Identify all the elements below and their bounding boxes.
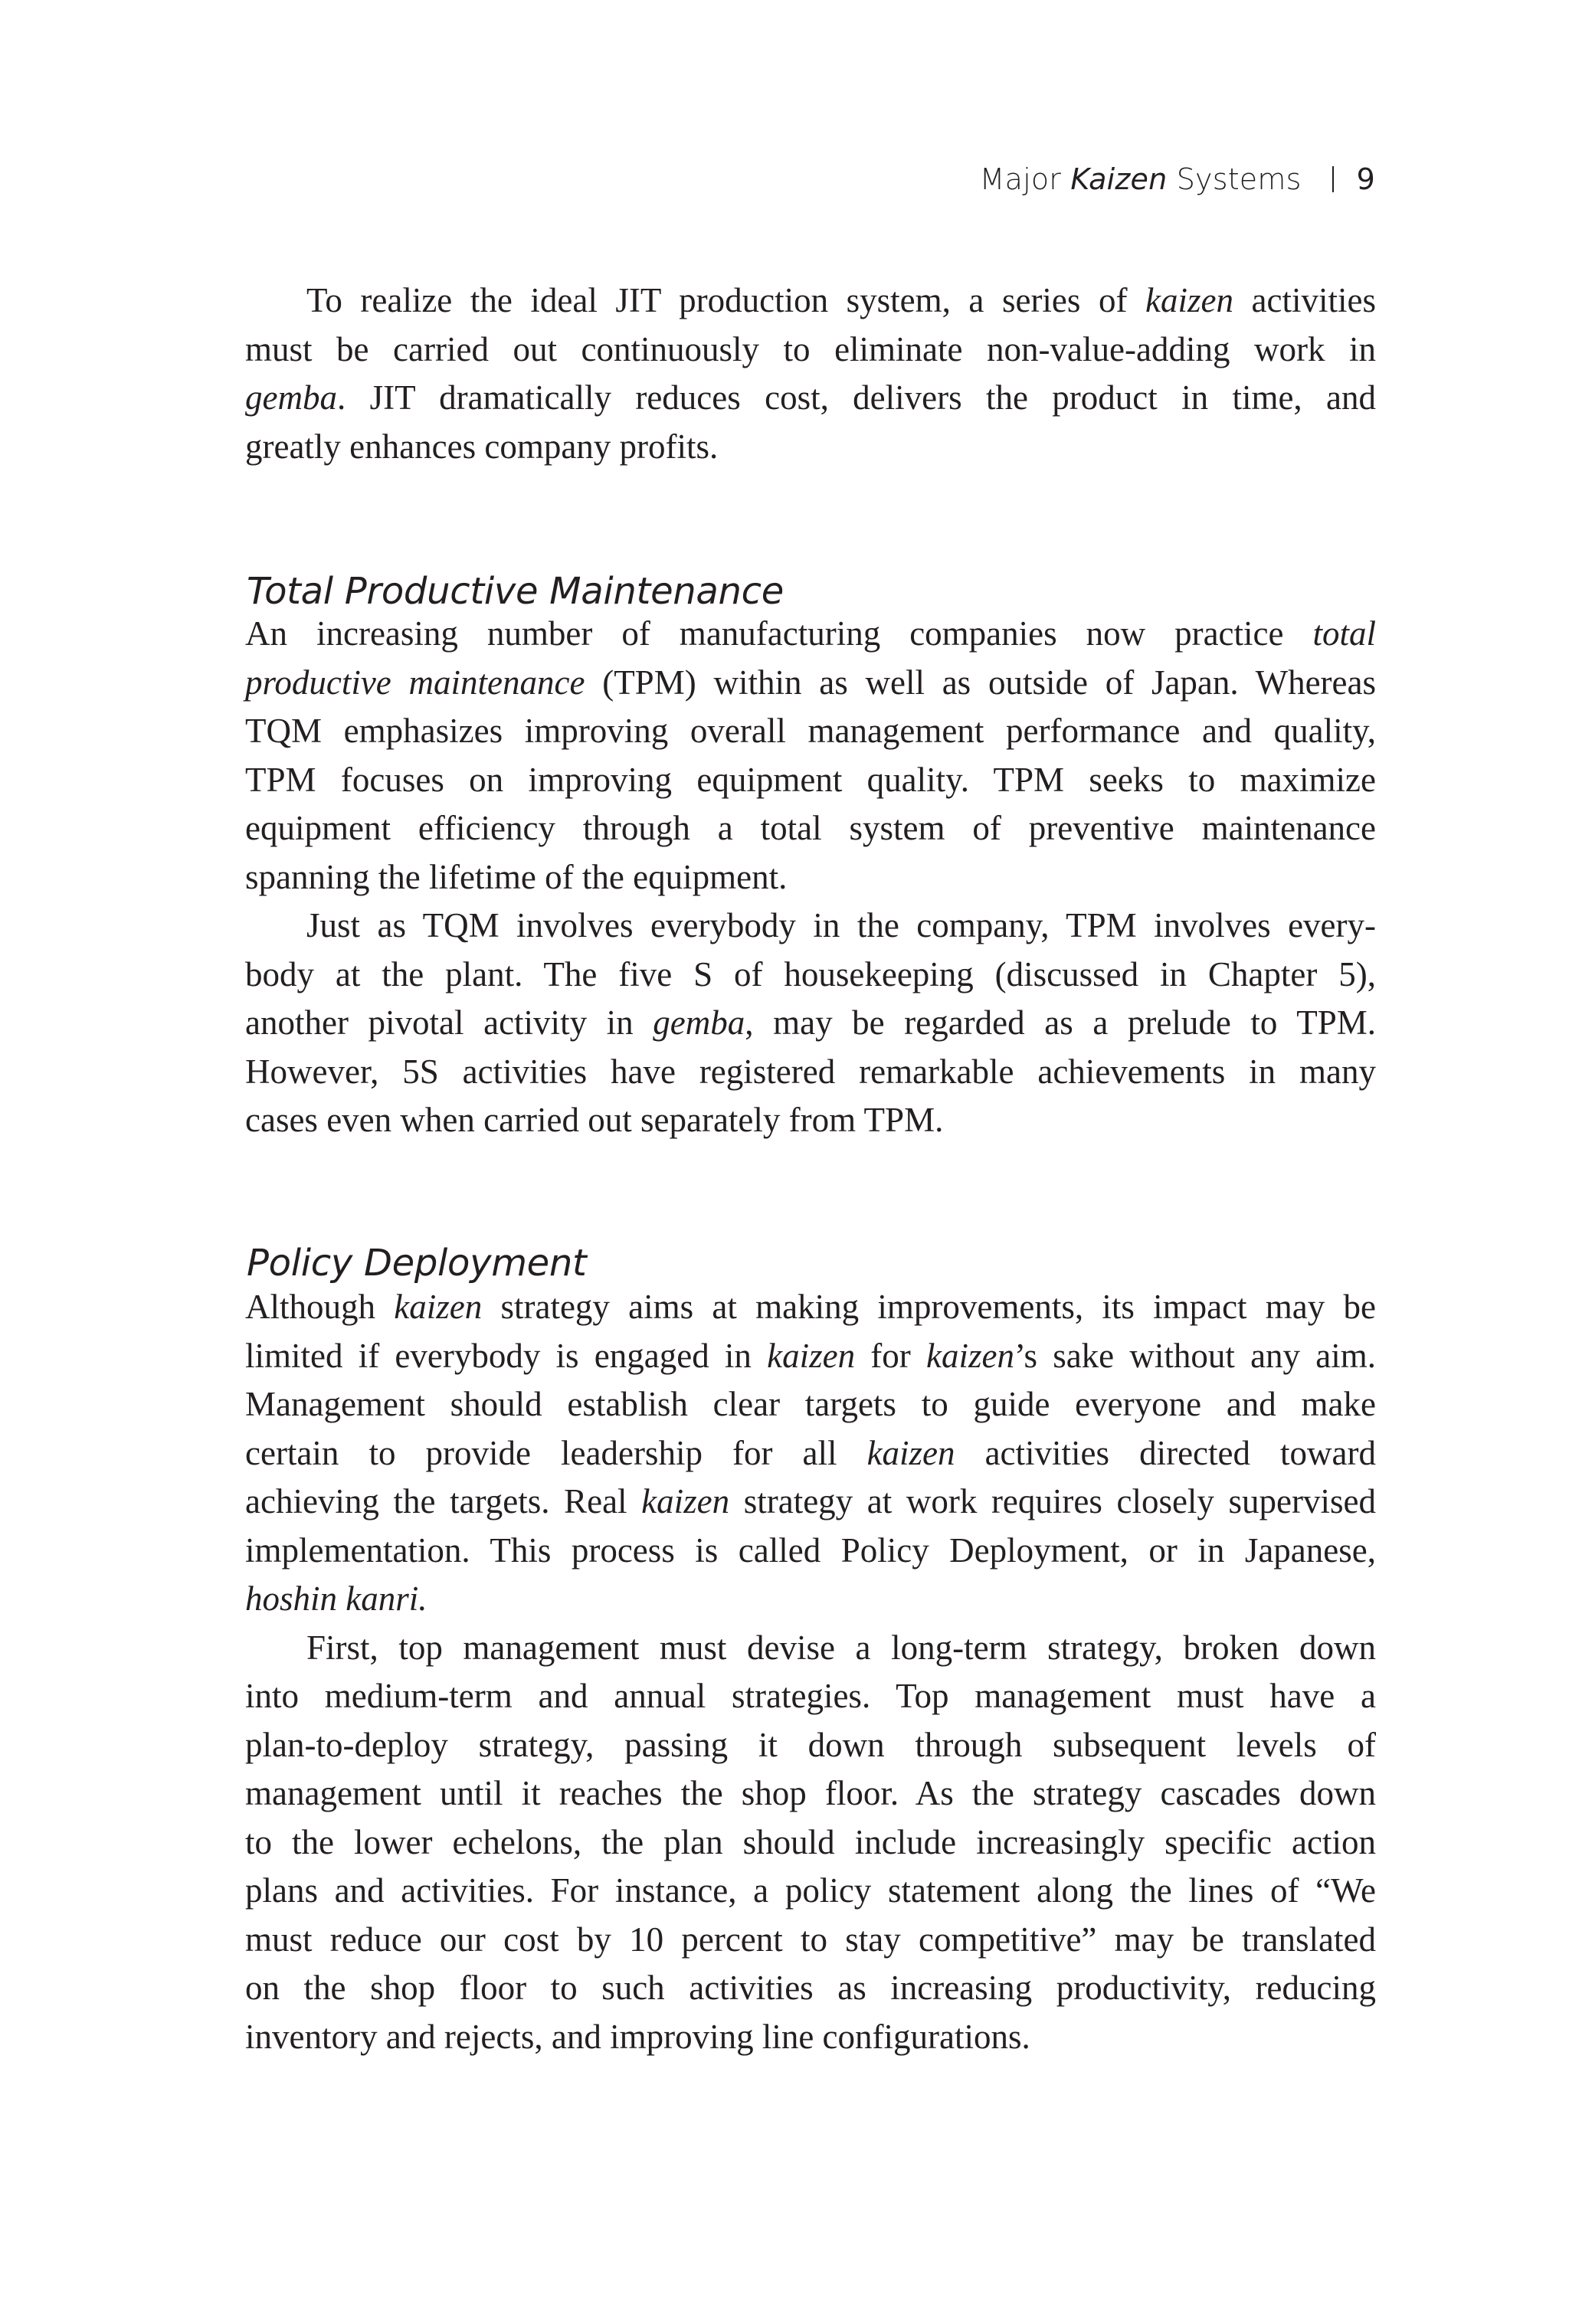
running-head (980, 162, 1375, 196)
text-run: body at the plant. The five S of housekeeping (discussed in Chapter 5), (245, 954, 1376, 993)
text-run: strategy aims at making improvements, its impact may be (482, 1288, 1376, 1326)
text-run: plans and activities. For instance, a policy statement along the lines of “We (245, 1871, 1376, 1910)
text-line (245, 277, 1376, 326)
text-line (245, 1867, 1376, 1916)
text-run: cases even when carried out separately from TPM. (245, 1101, 944, 1139)
text-run: inventory and rejects, and improving line configurations. (245, 2017, 1030, 2056)
text-line (245, 374, 1376, 423)
italic-text: total (1312, 614, 1376, 653)
text-line (245, 610, 1376, 659)
text-line (245, 1916, 1376, 1965)
running-head-title-suffix: Systems (1167, 162, 1302, 196)
text-run: to the lower echelons, the plan should include increasingly specific action (245, 1822, 1376, 1861)
text-line (245, 1380, 1376, 1429)
text-run: Just as TQM involves everybody in the company, TPM involves every- (306, 906, 1376, 944)
text-run: To realize the ideal JIT production system, a series of (306, 281, 1146, 319)
text-line (245, 951, 1376, 1000)
text-line (245, 2013, 1376, 2062)
running-head-title-italic: Kaizen (1070, 162, 1168, 196)
text-run: activities (1233, 281, 1376, 319)
section-intro-body (245, 277, 1376, 471)
text-line (245, 902, 1376, 951)
italic-text: kaizen (866, 1433, 955, 1472)
italic-text: kaizen (1145, 281, 1233, 319)
text-run: Management should establish clear targets to guide everyone and make (245, 1385, 1376, 1423)
text-line (245, 1527, 1376, 1576)
paragraph (245, 610, 1376, 902)
italic-text: kaizen (926, 1336, 1014, 1375)
text-run: certain to provide leadership for all (245, 1433, 867, 1472)
text-line (245, 1048, 1376, 1097)
text-run: . JIT dramatically reduces cost, delivers the product in time, and (336, 378, 1376, 417)
text-line (245, 756, 1376, 805)
text-run: equipment efficiency through a total system of preventive maintenance (245, 809, 1376, 847)
italic-text: gemba (653, 1003, 745, 1042)
text-run: ’s sake without any aim. (1014, 1336, 1376, 1375)
text-run: greatly enhances company profits. (245, 427, 719, 466)
text-run: TQM emphasizes improving overall management performance and quality, (245, 712, 1376, 750)
section-policy-deployment-body (245, 1283, 1376, 2061)
italic-text: hoshin kanri. (245, 1579, 427, 1618)
text-line (245, 1478, 1376, 1527)
section-tpm-body (245, 610, 1376, 1145)
text-run: spanning the lifetime of the equipment. (245, 857, 788, 896)
text-line (245, 659, 1376, 708)
text-run: TPM focuses on improving equipment quality. TPM seeks to maximize (245, 760, 1376, 799)
text-run: First, top management must devise a long-term strategy, broken down (306, 1628, 1376, 1667)
italic-text: productive maintenance (245, 663, 585, 702)
text-run: limited if everybody is engaged in (245, 1336, 768, 1375)
text-run: An increasing number of manufacturing companies now practice (245, 614, 1313, 653)
running-head-divider (1332, 166, 1334, 192)
paragraph (245, 277, 1376, 471)
italic-text: kaizen (394, 1288, 483, 1326)
paragraph (245, 1283, 1376, 1624)
text-run: activities directed toward (955, 1433, 1376, 1472)
text-line (245, 1624, 1376, 1673)
text-run: for (855, 1336, 926, 1375)
page-number: 9 (1356, 162, 1375, 196)
text-line (245, 1096, 1376, 1145)
text-line (245, 1283, 1376, 1332)
section-heading-policy-deployment: Policy Deployment (247, 1241, 587, 1285)
text-run: , may be regarded as a prelude to TPM. (745, 1003, 1376, 1042)
text-line (245, 1721, 1376, 1770)
text-line (245, 326, 1376, 375)
text-line (245, 1818, 1376, 1867)
text-line (245, 1964, 1376, 2013)
text-run: management until it reaches the shop floor. As the strategy cascades down (245, 1774, 1376, 1812)
text-line (245, 707, 1376, 756)
text-line (245, 1332, 1376, 1381)
paragraph (245, 1624, 1376, 2062)
running-head-title-prefix: Major (979, 162, 1071, 196)
text-run: achieving the targets. Real (245, 1482, 642, 1520)
italic-text: gemba (245, 378, 337, 417)
text-run: Although (245, 1288, 395, 1326)
text-run: into medium-term and annual strategies. Top management must have a (245, 1677, 1376, 1715)
text-line (245, 804, 1376, 853)
text-run: (TPM) within as well as outside of Japan. Whereas (585, 663, 1376, 702)
text-run: another pivotal activity in (245, 1003, 653, 1042)
text-run: must be carried out continuously to eliminate non-value-adding work in (245, 329, 1376, 368)
section-heading-tpm: Total Productive Maintenance (247, 569, 784, 613)
paragraph (245, 902, 1376, 1145)
text-run: plan-to-deploy strategy, passing it down through subsequent levels of (245, 1725, 1376, 1764)
italic-text: kaizen (641, 1482, 730, 1520)
text-run: must reduce our cost by 10 percent to stay competitive” may be translated (245, 1920, 1376, 1959)
text-line (245, 423, 1376, 472)
text-line (245, 853, 1376, 902)
text-line (245, 1672, 1376, 1721)
italic-text: kaizen (767, 1336, 856, 1375)
text-line (245, 999, 1376, 1048)
text-line (245, 1769, 1376, 1818)
text-line (245, 1575, 1376, 1624)
text-run: on the shop floor to such activities as increasing productivity, reducing (245, 1969, 1376, 2007)
text-run: strategy at work requires closely supervised (729, 1482, 1376, 1520)
text-line (245, 1429, 1376, 1478)
text-run: implementation. This process is called Policy Deployment, or in Japanese, (245, 1530, 1376, 1570)
text-run: However, 5S activities have registered remarkable achievements in many (245, 1052, 1376, 1091)
